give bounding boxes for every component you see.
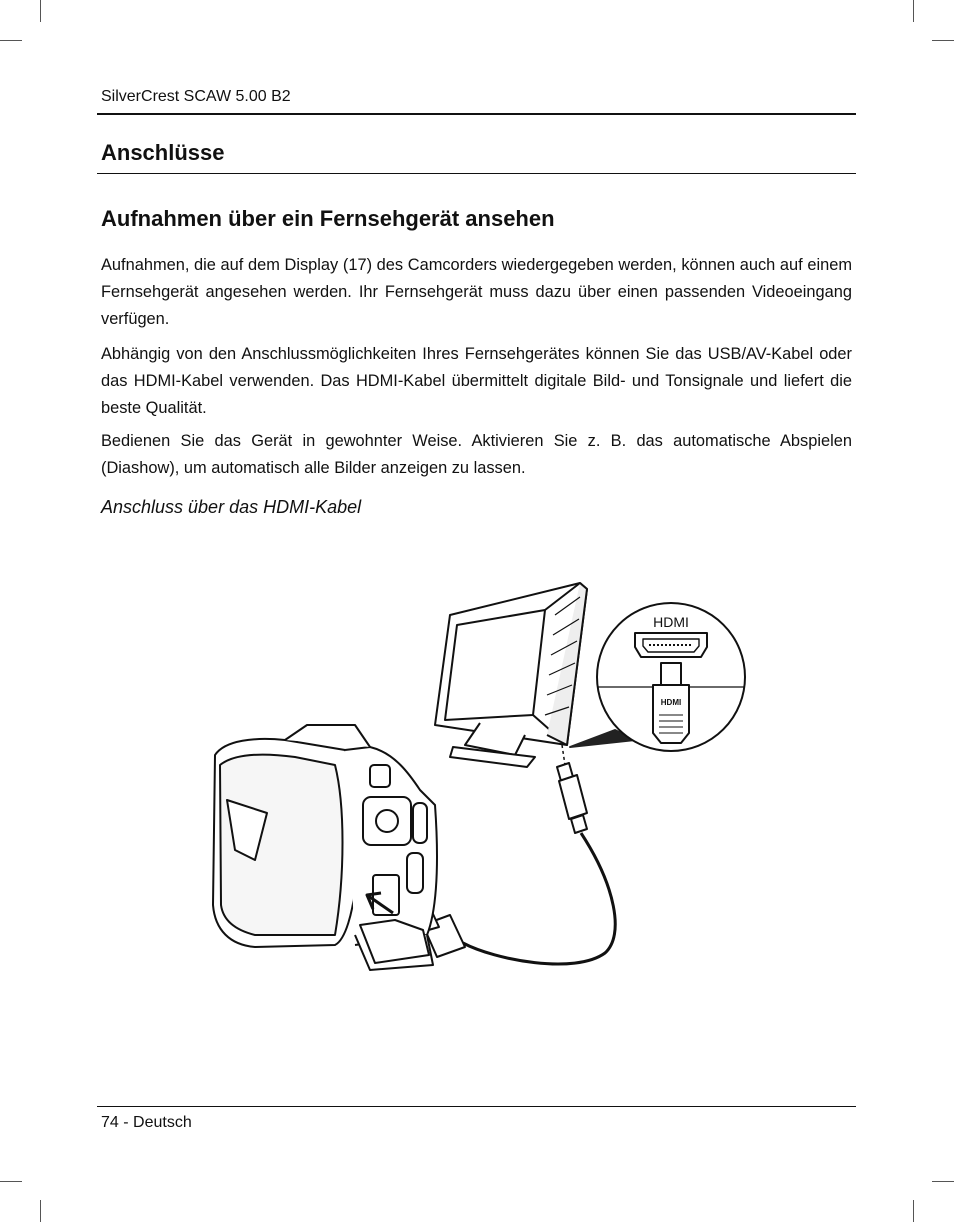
crop-mark	[932, 1181, 954, 1182]
hdmi-port-label: HDMI	[653, 614, 689, 630]
hdmi-connection-illustration	[195, 575, 755, 985]
section-title: Anschlüsse	[101, 140, 225, 165]
crop-mark	[40, 1200, 41, 1222]
figure-caption: Anschluss über das HDMI-Kabel	[101, 497, 362, 517]
hdmi-logo: HDMI	[660, 698, 682, 707]
section-rule	[97, 173, 856, 174]
camcorder-icon	[213, 725, 437, 970]
paragraph: Bedienen Sie das Gerät in gewohnter Weise. Aktivieren Sie z. B. das automatische Abspielen (Diashow), um automatisch alle Bilder anzeigen zu lassen.	[101, 432, 852, 477]
crop-mark	[913, 1200, 914, 1222]
footer-rule	[97, 1106, 856, 1107]
crop-mark	[0, 1181, 22, 1182]
running-header: SilverCrest SCAW 5.00 B2	[101, 88, 291, 105]
crop-mark	[913, 0, 914, 22]
header-rule	[97, 113, 856, 115]
paragraph: Aufnahmen, die auf dem Display (17) des Camcorders wiedergegeben werden, können auch auf einem Fernsehgerät angesehen werden. Ihr Fernsehgerät muss dazu über einen passenden Videoeingang verfügen.	[101, 256, 852, 328]
crop-mark	[40, 0, 41, 22]
subsection-title: Aufnahmen über ein Fernsehgerät ansehen	[101, 206, 555, 231]
page-number: 74 - Deutsch	[101, 1114, 192, 1131]
tv-monitor-icon	[435, 583, 587, 767]
crop-mark	[0, 40, 22, 41]
crop-mark	[932, 40, 954, 41]
hdmi-port-callout	[570, 603, 745, 751]
paragraph: Abhängig von den Anschlussmöglichkeiten Ihres Fernsehgerätes können Sie das USB/AV-Kabel oder das HDMI-Kabel verwenden. Das HDMI-Kabel übermittelt digitale Bild- und Tonsignale und liefert die beste Qualität.	[101, 345, 852, 417]
